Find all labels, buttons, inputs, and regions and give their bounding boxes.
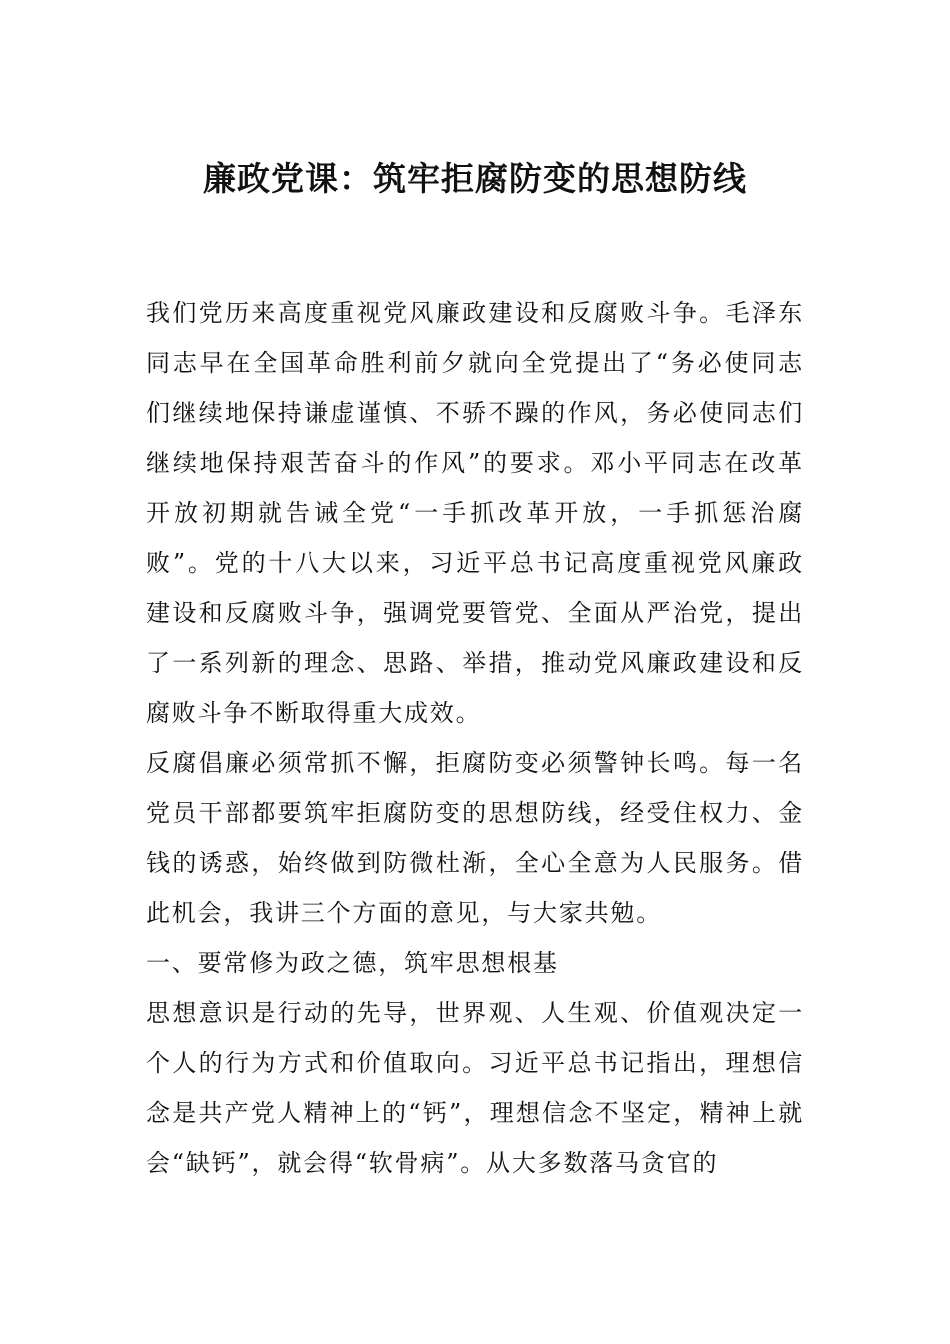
paragraph-anticorruption: 反腐倡廉必须常抓不懈，拒腐防变必须警钟长鸣。每一名党员干部都要筑牢拒腐防变的思想防线，经受住权力、金钱的诱惑，始终做到防微杜渐，全心全意为人民服务。借此机会，我讲三个方面的意见，与大家共勉。: [146, 749, 804, 927]
document-body: [146, 288, 804, 1188]
paragraph-ideology: 思想意识是行动的先导，世界观、人生观、价值观决定一个人的行为方式和价值取向。习近平总书记指出，理想信念是共产党人精神上的“钙”，理想信念不坚定，精神上就会“缺钙”，就会得“软骨病”。从大多数落马贪官的: [146, 999, 804, 1177]
section-heading-one: 一、要常修为政之德，筑牢思想根基: [146, 949, 559, 977]
paragraph-intro: 我们党历来高度重视党风廉政建设和反腐败斗争。毛泽东同志早在全国革命胜利前夕就向全党提出了“务必使同志们继续地保持谦虚谨慎、不骄不躁的作风，务必使同志们继续地保持艰苦奋斗的作风”的要求。邓小平同志在改革开放初期就告诫全党“一手抓改革开放，一手抓惩治腐败”。党的十八大以来，习近平总书记高度重视党风廉政建设和反腐败斗争，强调党要管党、全面从严治党，提出了一系列新的理念、思路、举措，推动党风廉政建设和反腐败斗争不断取得重大成效。: [146, 299, 804, 727]
document-title: 廉政党课：筑牢拒腐防变的思想防线: [203, 159, 747, 198]
